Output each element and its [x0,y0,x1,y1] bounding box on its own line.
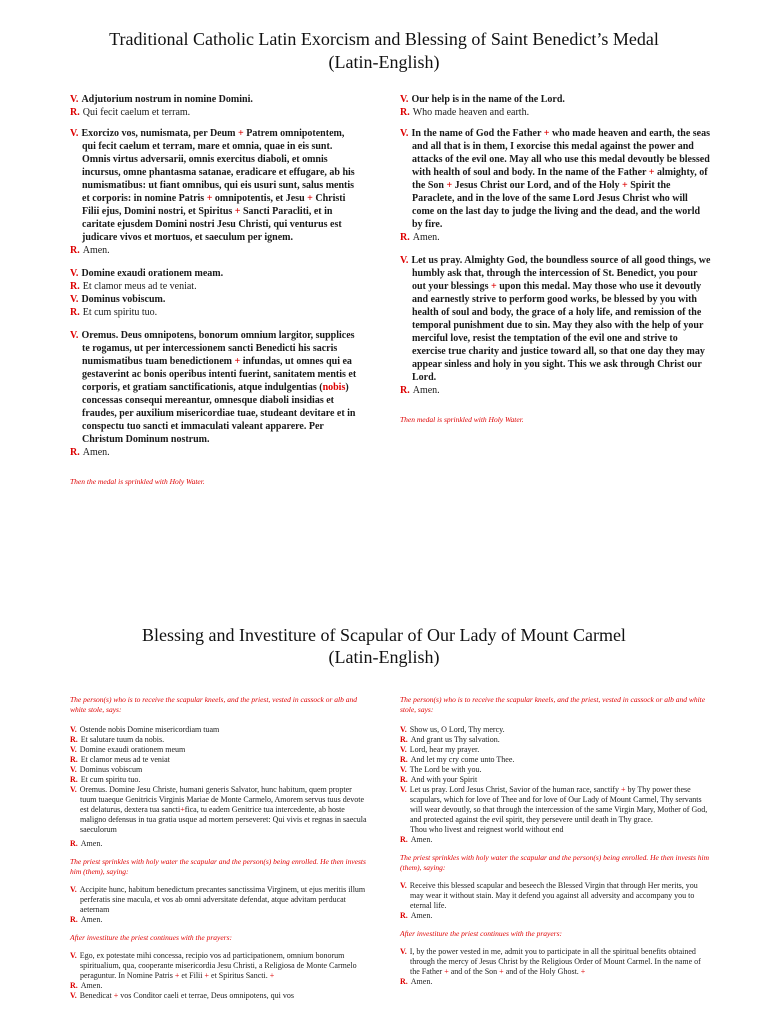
versicle: V. I, by the power vested in me, admit you to participate in all the spiritual benefits obtained through the mercy of Jesus Christ by the Religious Order of Mount Carmel. In the name of the Father + and of the Son + and of the Holy Ghost. + [400,947,701,976]
versicle: V. Benedicat + vos Conditor caeli et terrae, Deus omnipotens, qui vos [70,991,294,1000]
section2-title: Blessing and Investiture of Scapular of Our Lady of Mount Carmel [142,625,626,645]
section1-title: Traditional Catholic Latin Exorcism and Blessing of Saint Benedict’s Medal [109,29,659,49]
response: R. Amen. [400,911,433,920]
section2-latin-column [70,695,368,1001]
section1-subtitle: (Latin-English) [328,52,440,72]
versicle: V. Domine exaudi orationem meum [70,745,186,754]
versicle: V. In the name of God the Father + who made heaven and earth, the seas and all that is in them, I exorcise this medal against the power and attacks of the evil one. May all who use this medal devoutly be blessed with health of soul and body. In the name of the Father + almighty, of the Son + Jesus Christ our Lord, and of the Holy + Spirit the Paraclete, and in the love of the same Lord Jesus Christ who will come on the last day to judge the living and the dead, and the world by fire. [400,128,711,230]
versicle: V. Dominus vobiscum [70,765,143,774]
response: R. Who made heaven and earth. [400,107,530,118]
response: R. Amen. [70,245,110,256]
response: R. Et clamor meus ad te veniat. [70,281,197,292]
response: R. Amen. [70,447,110,458]
response: R. Amen. [400,835,433,844]
section1-english-column [400,93,712,426]
response: R. Amen. [400,385,440,396]
rubric: After investiture the priest continues with the prayers: [70,933,232,942]
section2-english-column [400,695,712,987]
versicle: V. The Lord be with you. [400,765,482,774]
versicle: V. Our help is in the name of the Lord. [400,94,565,105]
rubric: Then medal is sprinkled with Holy Water. [400,415,524,424]
response: R. Et clamor meus ad te veniat [70,755,170,764]
response: R. Et salutare tuum da nobis. [70,735,165,744]
versicle: V. Receive this blessed scapular and beseech the Blessed Virgin that through Her merits, you may wear it without stain. May it defend you against all adversity and accompany you to eternal life. [400,881,698,910]
versicle: V. Ego, ex potestate mihi concessa, recipio vos ad participationem, omnium bonorum spiritualium, qua, cooperante misericordia Jesu Christi, a Religiosa de Monte Carmelo peraguntur. In Nomine Patris + et Filii + et Spiritus Sancti. + [70,951,357,980]
versicle: V. Oremus. Deus omnipotens, bonorum omnium largitor, supplices te rogamus, ut per intercessionem sancti Benedicti his sacris numismatibus tuam benedictionem + infundas, ut omnes qui ea gestaverint ac bonis operibus intenti fuerint, sanitatem mentis et corporis, et gratiam sanctificationis, atque indulgentias (nobis) concessas consequi mereantur, omnesque diaboli insidias et fraudes, per auxilium misericordiae tuae, studeant devitare et in conspectu tuo sancti et immaculati valeant apparere. Per Christum Dominum nostrum. [70,330,357,445]
rubric: The priest sprinkles with holy water the scapular and the person(s) being enrolled. He then invests him (them), saying: [70,857,366,876]
response: R. And grant us Thy salvation. [400,735,500,744]
versicle: V. Adjutorium nostrum in nomine Domini. [70,94,253,105]
section1-latin-column [70,93,360,488]
rubric: After investiture the priest continues with the prayers: [400,929,562,938]
response: R. Et cum spiritu tuo. [70,307,158,318]
versicle: V. Dominus vobiscum. [70,294,166,305]
response: R. Et cum spiritu tuo. [70,775,141,784]
response: R. Amen. [70,981,103,990]
response: R. Amen. [400,977,433,986]
response: R. And let my cry come unto Thee. [400,755,515,764]
versicle: V. Let us pray. Lord Jesus Christ, Savior of the human race, sanctify + by Thy power these scapulars, which for love of Thee and for love of Our Lady of Mount Carmel, Thy servants will wear devoutly, so that through the intercession of the same Virgin Mary, Mother of God, and protected against the evil spirit, they persevere until death in Thy grace. [400,785,708,824]
versicle: V. Show us, O Lord, Thy mercy. [400,725,505,734]
rubric: The priest sprinkles with holy water the scapular and the person(s) being enrolled. He then invests him (them), saying: [400,853,710,872]
versicle: V. Lord, hear my prayer. [400,745,480,754]
response: R. Amen. [400,232,440,243]
response: R. Qui fecit caelum et terram. [70,107,191,118]
rubric: Then the medal is sprinkled with Holy Water. [70,477,205,486]
response: R. Amen. [70,915,103,924]
rubric: The person(s) who is to receive the scapular kneels, and the priest, vested in cassock or alb and white stole, says: [400,695,706,714]
rubric: The person(s) who is to receive the scapular kneels, and the priest, vested in cassock or alb and white stole, says: [70,695,357,714]
section2-subtitle: (Latin-English) [328,647,440,667]
versicle: V. Ostende nobis Domine misericordiam tuam [70,725,220,734]
response: R. Amen. [70,839,103,848]
closing-line: Thou who livest and reignest world without end [410,825,564,834]
versicle: V. Oremus. Domine Jesu Christe, humani generis Salvator, hunc habitum, quem propter tuum tuaeque Genitricis Virginis Mariae de Monte Carmelo, Amorem servus tuus devote est delaturus, dextera tua sancti+fica, tu eadem Genitrice tua intercedente, ab hoste maligno defensus in tua gratia usque ad mortem perseveret: Qui vivis et regnas in saecula saeculorum [70,785,367,834]
versicle: V. Domine exaudi orationem meam. [70,268,224,279]
response: R. And with your Spirit [400,775,478,784]
versicle: V. Let us pray. Almighty God, the boundless source of all good things, we humbly ask that, through the intercession of St. Benedict, you pour out your blessings + upon this medal. May those who use it devoutly and earnestly strive to perform good works, be blessed by you with health of soul and body, the grace of a holy life, and remission of the temporal punishment due to sin. May they also with the help of your merciful love, resist the temptation of the evil one and strive to exercise true charity and justice toward all, so that one day they may appear sinless and holy in you sight. This we ask through Christ our Lord. [400,255,711,383]
versicle: V. Exorcizo vos, numismata, per Deum + Patrem omnipotentem, qui fecit caelum et terram, mare et omnia, quae in eis sunt. Omnis virtus adversarii, omnis exercitus diaboli, et omnis incursus, omne phantasma satanae, eradicare et effugare, ab his numismatibus: ut fiant omnibus, qui eis usuri sunt, salus mentis et corporis: in nomine Patris + omnipotentis, et Jesu + Christi Filii ejus, Domini nostri, et Spiritus + Sancti Paracliti, et in caritate ejusdem Domini nostri Jesu Christi, qui venturus est judicare vivos et mortuos, et saeculum per ignem. [70,128,355,243]
versicle: V. Accipite hunc, habitum benedictum precantes sanctissima Virginem, ut ejus meritis illum perferatis sine macula, et vos ab omni adversitate defendat, atque advitam perducat aeternam [70,885,366,914]
